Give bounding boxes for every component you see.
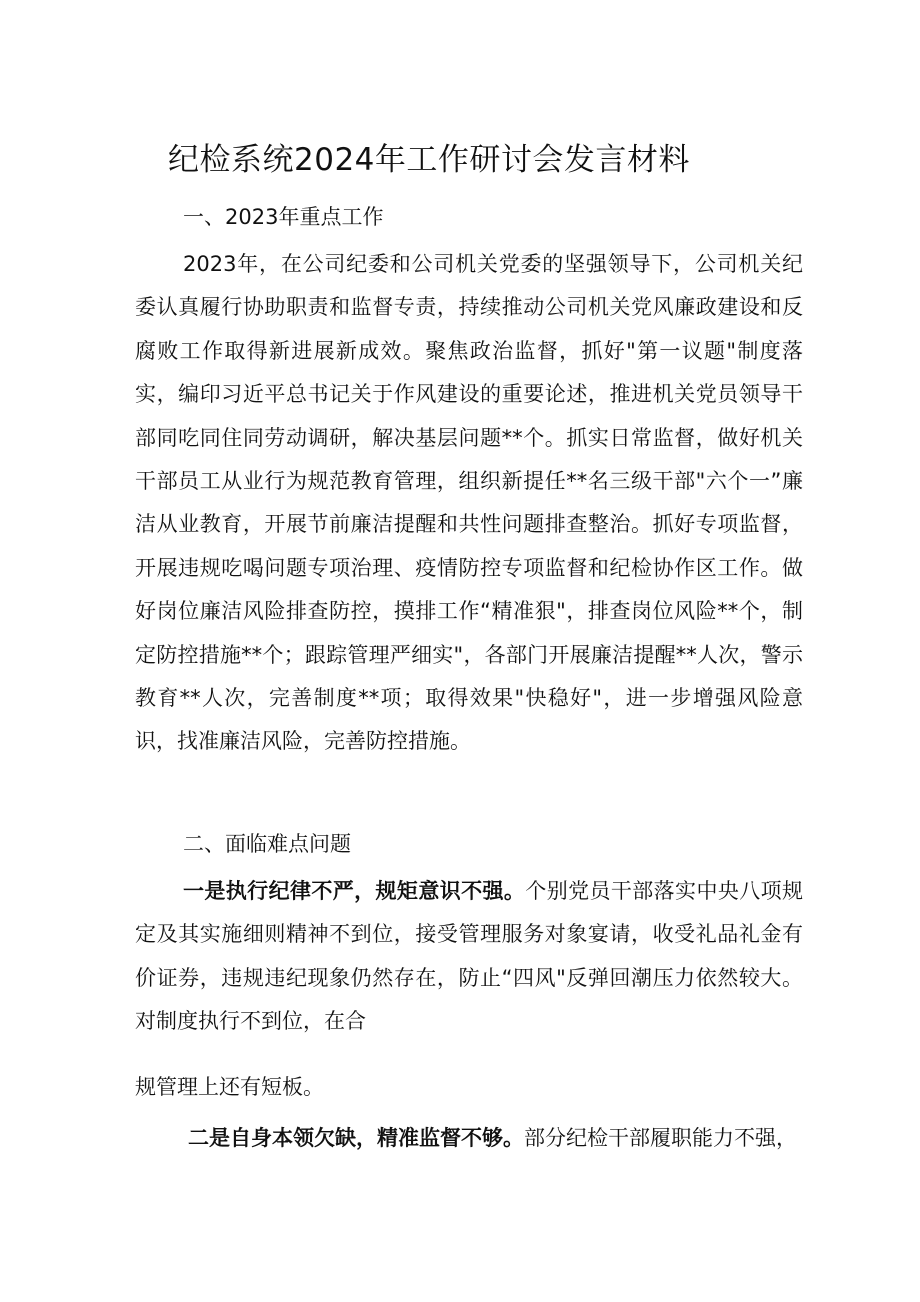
section-heading-2: 二、面临难点问题 bbox=[183, 832, 351, 856]
point-2-text: 部分纪检干部履职能力不强， bbox=[524, 1126, 797, 1150]
point-1-paragraph bbox=[135, 870, 803, 1044]
point-2-lead: 二是自身本领欠缺，精准监督不够。 bbox=[188, 1126, 524, 1150]
point-1-tail-line: 规管理上还有短板。 bbox=[135, 1075, 324, 1099]
point-2-paragraph bbox=[188, 1123, 797, 1153]
document-title: 纪检系统2024年工作研讨会发言材料 bbox=[168, 142, 690, 178]
section-1-paragraph: 2023年，在公司纪委和公司机关党委的坚强领导下，公司机关纪委认真履行协助职责和监督专责，持续推动公司机关党风廉政建设和反腐败工作取得新进展新成效。聚焦政治监督，抓好"第一议题"制度落实，编印习近平总书记关于作风建设的重要论述，推进机关党员领导干部同吃同住同劳动调研，解决基层问题**个。抓实日常监督，做好机关干部员工从业行为规范教育管理，组织新提任**名三级干部"六个一”廉洁从业教育，开展节前廉洁提醒和共性问题排查整治。抓好专项监督，开展违规吃喝问题专项治理、疫情防控专项监督和纪检协作区工作。做好岗位廉洁风险排查防控，摸排工作“精准狠"，排查岗位风险**个，制定防控措施**个；跟踪管理严细实"，各部门开展廉洁提醒**人次，警示教育**人次，完善制度**项；取得效果"快稳好"，进一步增强风险意识，找准廉洁风险，完善防控措施。 bbox=[135, 252, 803, 754]
point-1-lead: 一是执行纪律不严，规矩意识不强。 bbox=[183, 879, 526, 903]
point-1-text: 个别党员干部落实中央八项规定及其实施细则精神不到位，接受管理服务对象宴请，收受礼品礼金有价证券，违规违纪现象仍然存在，防止“四风"反弹回潮压力依然较大。对制度执行不到位，在合 bbox=[135, 879, 804, 1034]
section-heading-1: 一、2023年重点工作 bbox=[183, 205, 384, 229]
